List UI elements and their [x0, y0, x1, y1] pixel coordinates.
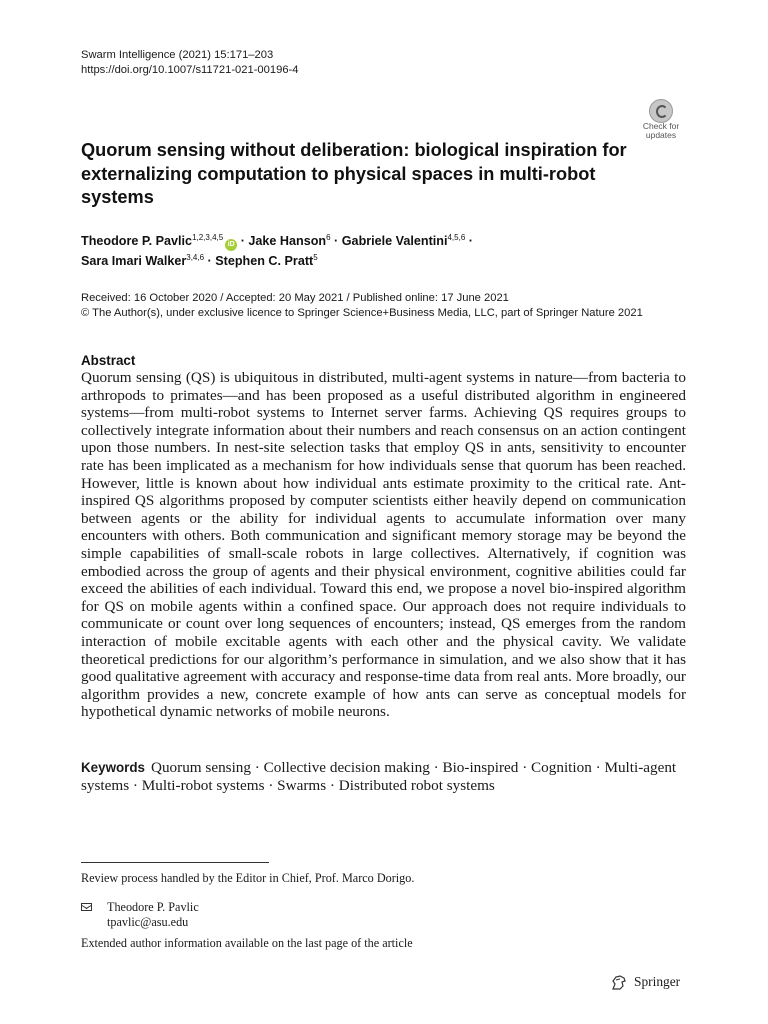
abstract-text: Quorum sensing (QS) is ubiquitous in distributed, multi-agent systems in nature—from bacteria to arthropods to primates—and has been proposed as a useful distributed algorithm in engineered systems—from multi-robot systems to Internet server farms. Achieving QS requires groups to collectively integrate information about their numbers and reach consensus on an action contingent upon those numbers. In nest-site selection tasks that employ QS in ants, sensitivity to encounter rate has been implicated as a mechanism for how individuals sense that quorum has been reached. However, little is known about how individual ants estimate proximity to the critical rate. Ant-inspired QS algorithms proposed by computer scientists either heavily depend on communication between agents or the ability for individual agents to accumulate information over many encounters with others. Both communication and significant memory storage may be beyond the simple capabilities of small-scale robots in large collectives. Alternatively, if cognition was embodied across the group of agents and their physical environment, cognitive abilities could far exceed the abilities of each individual. Toward this end, we propose a novel bio-inspired algorithm for QS on mobile agents within a confined space. Our approach does not require individuals to communicate or count over long sequences of encounters; instead, QS emerges from the random interaction of mobile excitable agents with each other and the physical cavity. We validate theoretical predictions for our algorithm’s performance in simulation, and we also show that it has good qualitative agreement with accuracy and response-time data from real ants. More broadly, our algorithm provides a new, concrete example of how ants can serve as conceptual models for hypothetical dynamic networks of mobile neurons.	[81, 369, 686, 721]
publication-info	[81, 291, 721, 321]
journal-citation: Swarm Intelligence (2021) 15:171–203	[81, 49, 274, 61]
author-name[interactable]: Jake Hanson	[248, 234, 327, 248]
author-affiliation: 6	[326, 233, 331, 242]
badge-label: Check for updates	[642, 121, 680, 140]
keywords-block	[81, 759, 686, 794]
orcid-icon[interactable]: iD	[225, 239, 237, 251]
publisher-name: Springer	[634, 974, 681, 989]
journal-header	[81, 48, 299, 78]
extended-author-note: Extended author information available on the last page of the article	[81, 936, 413, 950]
author-affiliation: 1,2,3,4,5	[192, 233, 224, 242]
author-affiliation: 4,5,6	[447, 233, 466, 242]
author-list: Theodore P. Pavlic$^{1,2,3,4,5}$iD · Jake Hanson$^6$ · Gabriele Valentini$^{4,5,6}$ · Sara Imari Walker$^{3,4,6}$ · Stephen C. Pratt$^5$	[81, 233, 473, 268]
mail-icon	[81, 903, 92, 911]
author-name[interactable]: Stephen C. Pratt	[215, 253, 314, 268]
keywords-heading: Keywords	[81, 760, 145, 775]
keywords-text: Quorum sensing · Collective decision making · Bio-inspired · Cognition · Multi-agent systems · Multi-robot systems · Swarms · Distributed robot systems	[81, 759, 677, 794]
author-name[interactable]: Sara Imari Walker	[81, 253, 187, 268]
paper-title: Quorum sensing without deliberation: biological inspiration for externalizing computation to physical spaces in multi-robot systems	[81, 140, 627, 207]
update-check-icon	[649, 99, 673, 123]
footnote-divider	[81, 862, 269, 863]
doi-link[interactable]: https://doi.org/10.1007/s11721-021-00196-4	[81, 64, 299, 76]
abstract-heading: Abstract	[81, 353, 136, 368]
check-for-updates-badge[interactable]	[636, 97, 686, 143]
author-name[interactable]: Gabriele Valentini	[341, 234, 448, 248]
review-note: Review process handled by the Editor in Chief, Prof. Marco Dorigo.	[81, 871, 415, 885]
copyright-notice: © The Author(s), under exclusive licence to Springer Science+Business Media, LLC, part of Springer Nature 2021	[81, 307, 643, 319]
contact-name: Theodore P. Pavlic	[107, 900, 199, 914]
springer-horse-icon	[610, 975, 628, 991]
author-affiliation: 3,4,6	[186, 252, 205, 262]
contact-email[interactable]: tpavlic@asu.edu	[107, 915, 189, 929]
author-affiliation: 5	[313, 252, 318, 262]
publication-dates: Received: 16 October 2020 / Accepted: 20 May 2021 / Published online: 17 June 2021	[81, 292, 509, 304]
author-name[interactable]: Theodore P. Pavlic	[81, 234, 193, 248]
